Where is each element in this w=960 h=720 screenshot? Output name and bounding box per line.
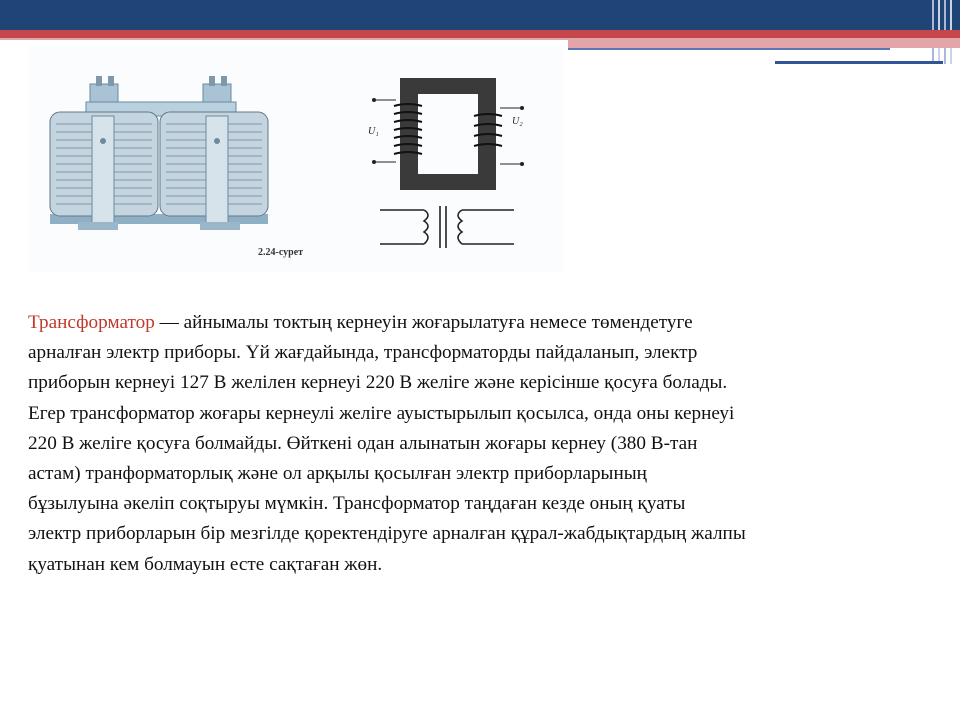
transformer-photo [50,76,268,230]
text-line: приборын кернеуі 127 В желілен кернеуі 220 В желіге және керісінше қосуға болады. [28,372,728,394]
core-diagram [368,78,524,190]
text-line: Егер трансформатор жоғары кернеулі желіге ауыстырылып қосылса, онда оны кернеуі [28,402,735,424]
accent-line [568,48,890,50]
text-line: қуатынан кем болмауын есте сақтаған жөн. [28,553,383,575]
text-line: 220 В желіге қосуға болмайды. Өйткені одан алынатын жоғары кернеу (380 В-тан [28,432,698,454]
text-line: арналған электр приборы. Үй жағдайында, трансформаторды пайдаланып, электр [28,342,698,364]
figure-caption: 2.24-сурет [258,247,304,258]
header-bar [0,0,960,30]
u1-label: U₁ [368,126,379,137]
header-red-band [0,30,960,38]
text-line: бұзылуына әкеліп соқтыруы мүмкін. Трансформатор таңдаған кезде оның қуаты [28,493,686,515]
accent-line [775,61,943,64]
u2-label: U₂ [512,116,523,127]
term-transformer: Трансформатор [28,312,155,333]
transformer-symbol [380,206,514,248]
text-line: астам) транформаторлық және ол арқылы қосылған электр приборларының [28,463,647,485]
transformer-figure [28,46,564,272]
text-line: электр приборларын бір мезгілде қоректендіруге арналған құрал-жабдықтардың жалпы [28,523,746,545]
text-line: Трансформатор — айнымалы токтың кернеуін жоғарылатуға немесе төмендетуге [28,312,693,333]
body-text [28,308,938,580]
